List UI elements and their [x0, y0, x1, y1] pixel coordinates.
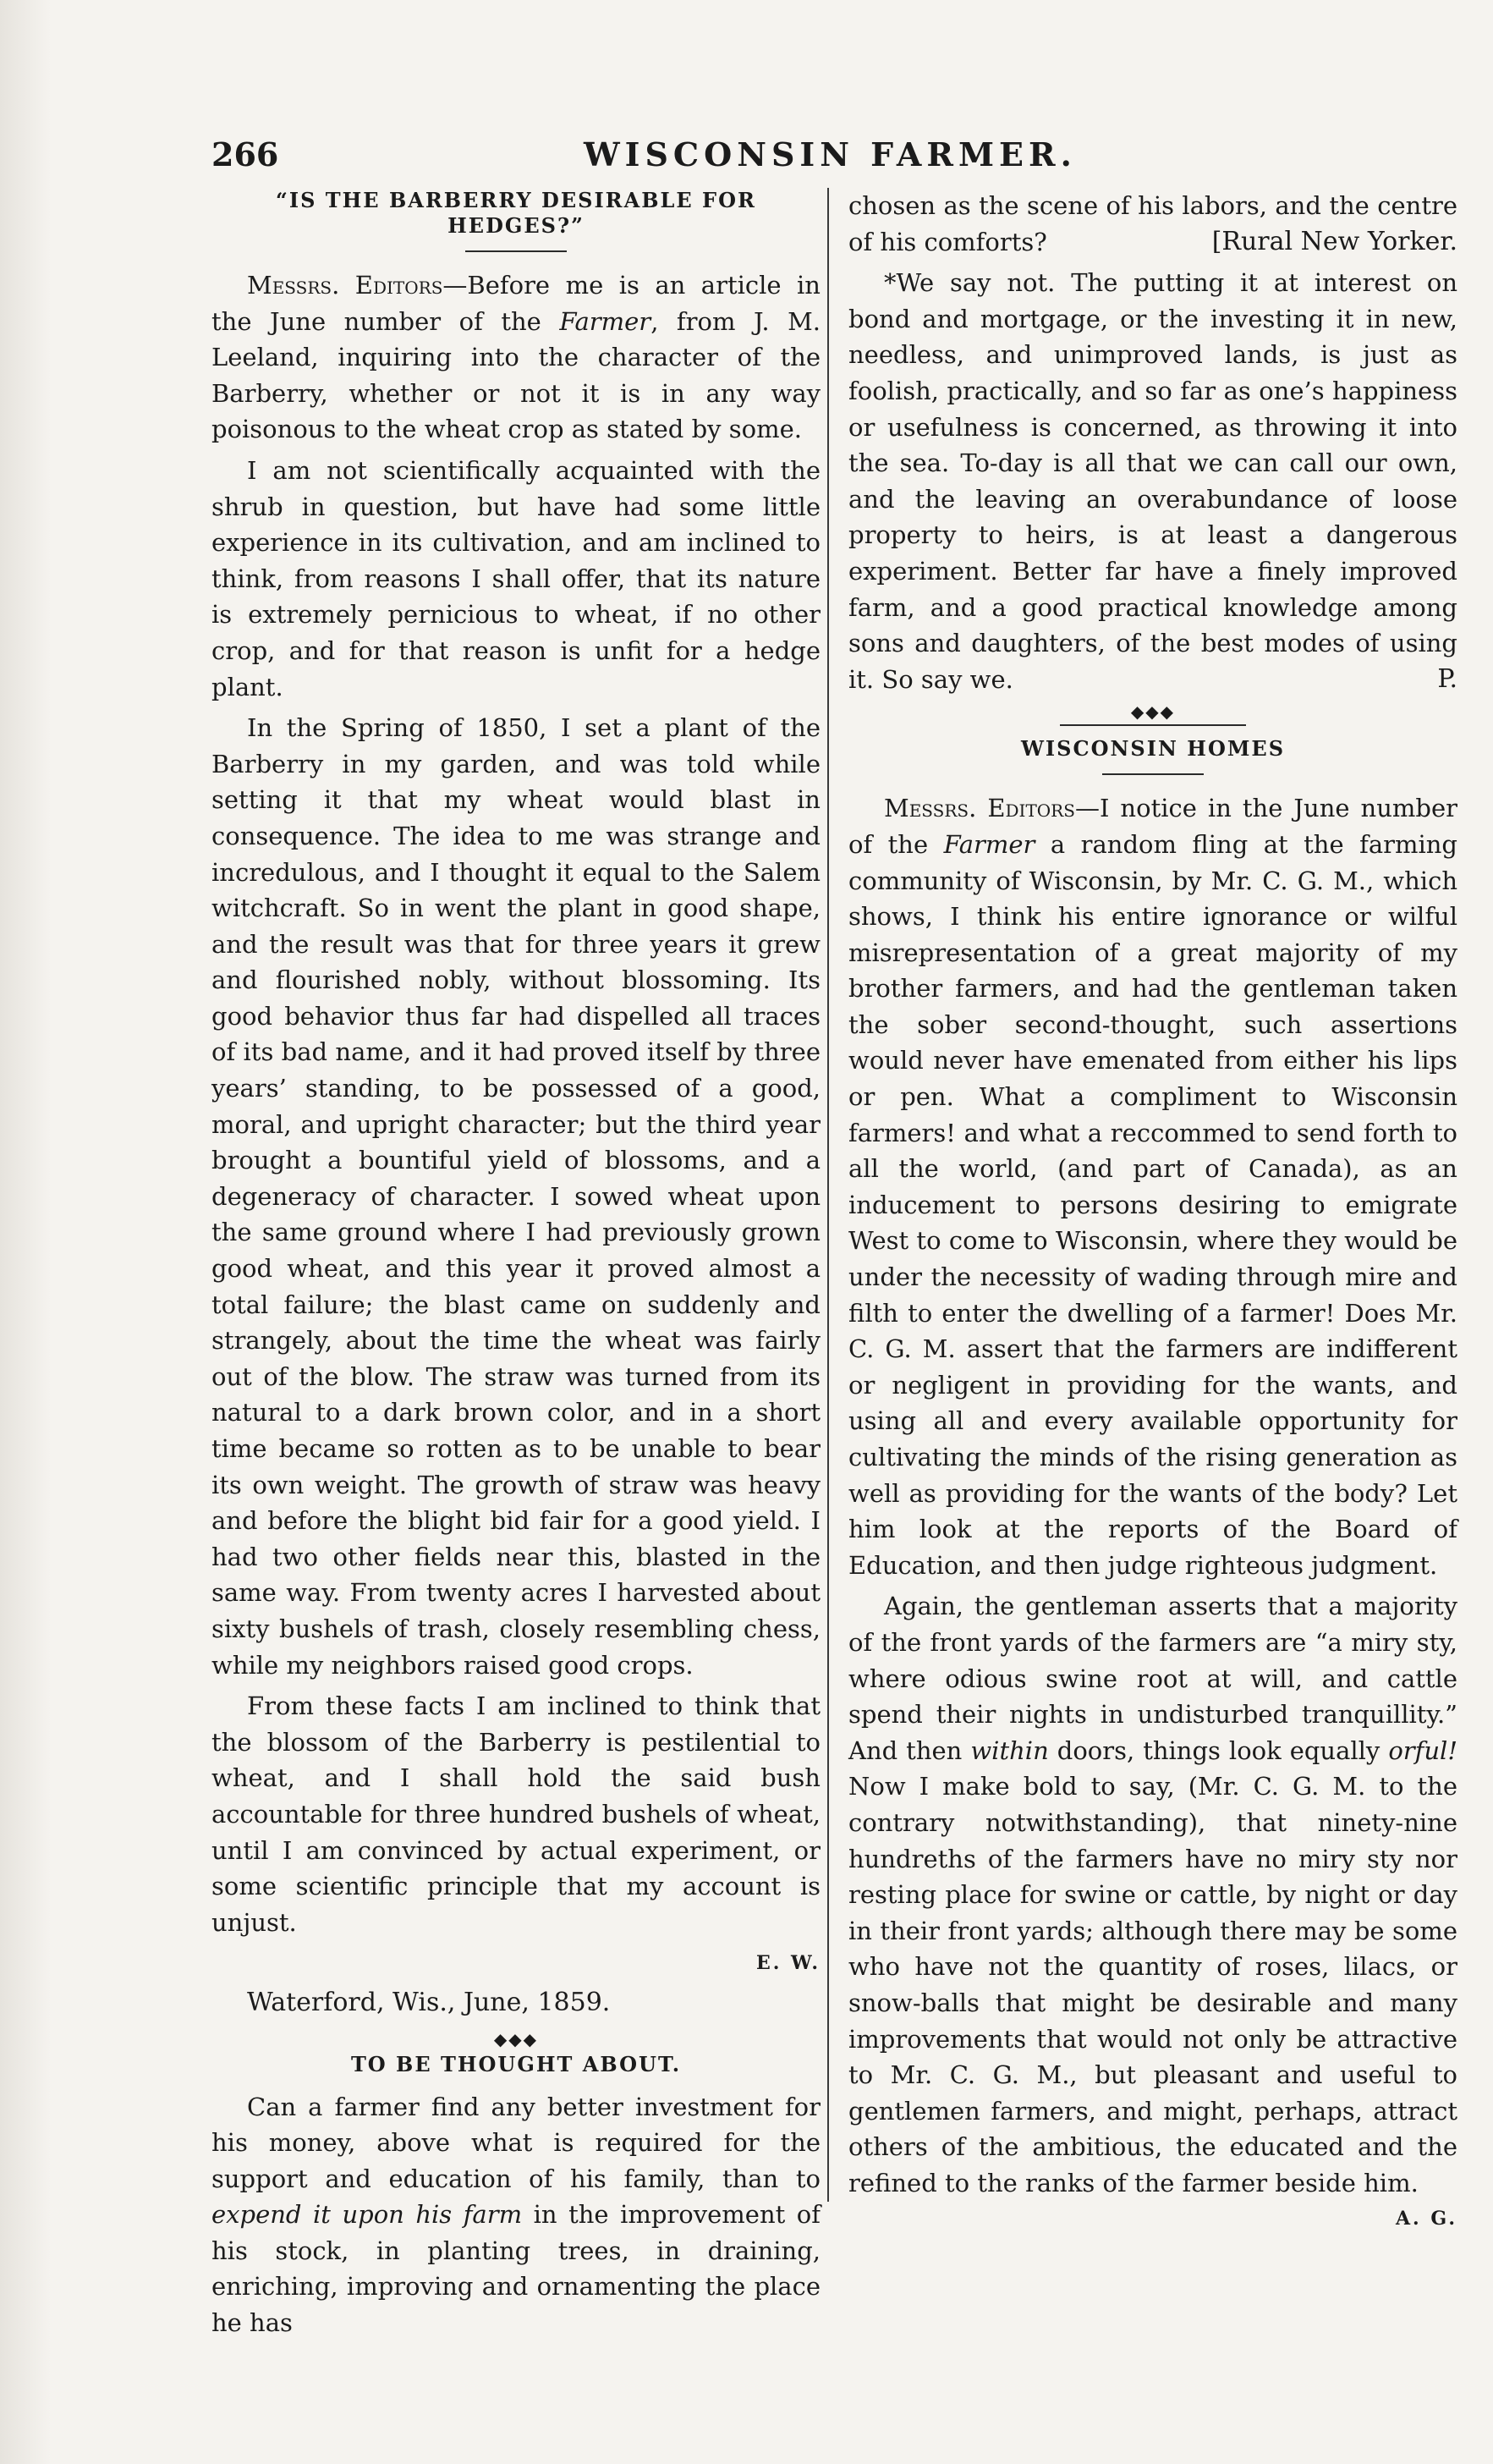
page-header: [211, 135, 1133, 183]
italic-text: Farmer: [559, 306, 651, 336]
italic-text: expend it upon his farm: [211, 2200, 523, 2230]
paragraph-text: Can a farmer find any better investment for his money, above what is required for the support and education of his family, than to: [211, 2092, 821, 2193]
paragraph: [848, 1588, 1457, 2230]
paragraph: [848, 188, 1457, 260]
section-ornament: ◆◆◆: [493, 2028, 539, 2049]
paragraph-text: a random fling at the farming community of Wisconsin, by Mr. C. G. M., which shows, I think his entire ignorance or wilful misrepresentation of a great majority of my brother farmers, and had the gentleman taken the sober second-thought, such assertions would never have emenated from either his lips or pen. What a compliment to Wisconsin farmers! and what a reccommed to send forth to all the world, (and part of Canada), as an inducement to persons desiring to emigrate West to come to Wisconsin, where they would be under the necessity of wading through mire and filth to enter the dwelling of a farmer! Does Mr. C. G. M. assert that the farmers are indifferent or negligent in providing for the wants, and using all and every available opportunity for cultivating the minds of the rising generation as well as providing for the wants of the body? Let him look at the reports of the Board of Education, and then judge righteous judgment.: [848, 829, 1457, 1580]
article-headline-wisconsin-homes: WISCONSIN HOMES: [1020, 736, 1286, 762]
paragraph: [211, 267, 821, 448]
paragraph-text: Again, the gentleman asserts that a majority of the front yards of the farmers are “a miry sty, where odious swine root at will, and cattle spend their nights in undisturbed tranquillity.” And then: [848, 1592, 1457, 1765]
right-column: [848, 188, 1457, 2237]
salutation: Messrs. Editors: [884, 794, 1075, 823]
paragraph-text: , from J. M. Leeland, inquiring into the character of the Barberry, whether or not it is in any way poisonous to the wheat crop as stated by some.: [211, 306, 821, 444]
paragraph: In the Spring of 1850, I set a plant of the Barberry in my garden, and was told while setting it that my wheat would blast in consequence. The idea to me was strange and incredulous, and I thought it equal to the Salem witchcraft. So in went the plant in good shape, and the result was that for three years it grew and flourished nobly, without blossoming. Its good behavior thus far had dispelled all traces of its bad name, and it had proved itself by three years’ standing, to be possessed of a good, moral, and upright character; but the third year brought a bountiful yield of blossoms, and a degeneracy of character. I sowed wheat upon the same ground where I had previously grown good wheat, and this year it proved almost a total failure; the blast came on suddenly and strangely, about the time the wheat was fairly out of the blow. The straw was turned from its natural to a dark brown color, and in a short time became so rotten as to be unable to bear its own weight. The growth of straw was heavy and before the blight bid fair for a good yield. I had two other fields near this, blasted in the same way. From twenty acres I harvested about sixty bushels of trash, closely resembling chess, while my neighbors raised good crops.: [211, 713, 821, 1680]
paragraph-text: doors, things look equally: [1048, 1735, 1389, 1765]
italic-text: within: [970, 1735, 1049, 1765]
author-signoff: E. W.: [755, 1952, 821, 1975]
italic-text: orful!: [1388, 1735, 1457, 1765]
paragraph: I am not scientifically acquainted with the shrub in question, but have had some little experience in its cultivation, and am inclined to think, from reasons I shall offer, that its nature is extremely pernicious to wheat, if no other crop, and for that reason is unfit for a hedge plant.: [211, 455, 821, 701]
article-headline-thought: TO BE THOUGHT ABOUT.: [350, 2051, 682, 2076]
paragraph-text: *We say not. The putting it at interest on bond and mortgage, or the investing it in new, needless, and unimproved lands, is just as foolish, practically, and so far as one’s happiness or usefulness is concerned, as throwing it into the sea. To-day is all that we can call our own, and the leaving an overabundance of loose property to heirs, is at least a dangerous experiment. Better far have a finely improved farm, and a good practical knowledge among sons and daughters, of the best modes of using it. So say we.: [848, 268, 1457, 694]
running-title: WISCONSIN FARMER.: [584, 135, 1077, 173]
paragraph: From these facts I am inclined to think that the blossom of the Barberry is pestilential to wheat, and I shall hold the said bush accountable for three hundred bushels of wheat, until I am convinced by actual experiment, or some scientific principle that my account is unjust.: [211, 1691, 821, 1937]
ornament-rule: [1060, 724, 1246, 726]
paragraph: [848, 790, 1457, 1583]
paragraph-text: chosen as the scene of his labors, and the centre of his comforts?: [848, 191, 1457, 256]
author-signoff: A. G.: [1395, 2208, 1457, 2230]
paragraph-text: —Before me is an article in the June number of the: [211, 271, 821, 336]
author-signoff: P.: [1437, 663, 1457, 694]
section-ornament: ◆◆◆: [1130, 701, 1176, 723]
page-edge-shadow: [0, 0, 51, 2464]
paragraph-text: Now I make bold to say, (Mr. C. G. M. to the contrary notwithstanding), that ninety-nine hundreths of the farmers have no miry sty nor resting place for swine or cattle, by night or day in their front yards; although there may be some who have not the quantity of roses, lilacs, or snow-balls that might be desirable and many improvements that would not only be attractive to Mr. C. G. M., but pleasant and useful to gentlemen farmers, and might, perhaps, attract others of the ambitious, the educated and the refined to the ranks of the farmer beside him.: [848, 1772, 1457, 2197]
headline-rule: [1102, 773, 1204, 775]
paragraph-text: in the improvement of his stock, in planting trees, in draining, enriching, improving and ornamenting the place he has: [211, 2200, 821, 2338]
paragraph: [211, 2089, 821, 2341]
paragraph: [848, 265, 1457, 697]
column-divider: [827, 188, 829, 2202]
dateline: Waterford, Wis., June, 1859.: [247, 1987, 611, 2017]
headline-rule: [465, 250, 567, 252]
salutation: Messrs. Editors: [247, 271, 443, 300]
source-credit: [Rural New Yorker.: [1211, 226, 1457, 256]
italic-text: Farmer: [943, 829, 1035, 859]
page-number: 266: [211, 135, 279, 173]
left-column: [211, 188, 821, 2346]
article-headline-barberry: “IS THE BARBERRY DESIRABLE FOR HEDGES?”: [276, 188, 756, 238]
paragraph-text: —I notice in the June number of the: [848, 794, 1457, 859]
